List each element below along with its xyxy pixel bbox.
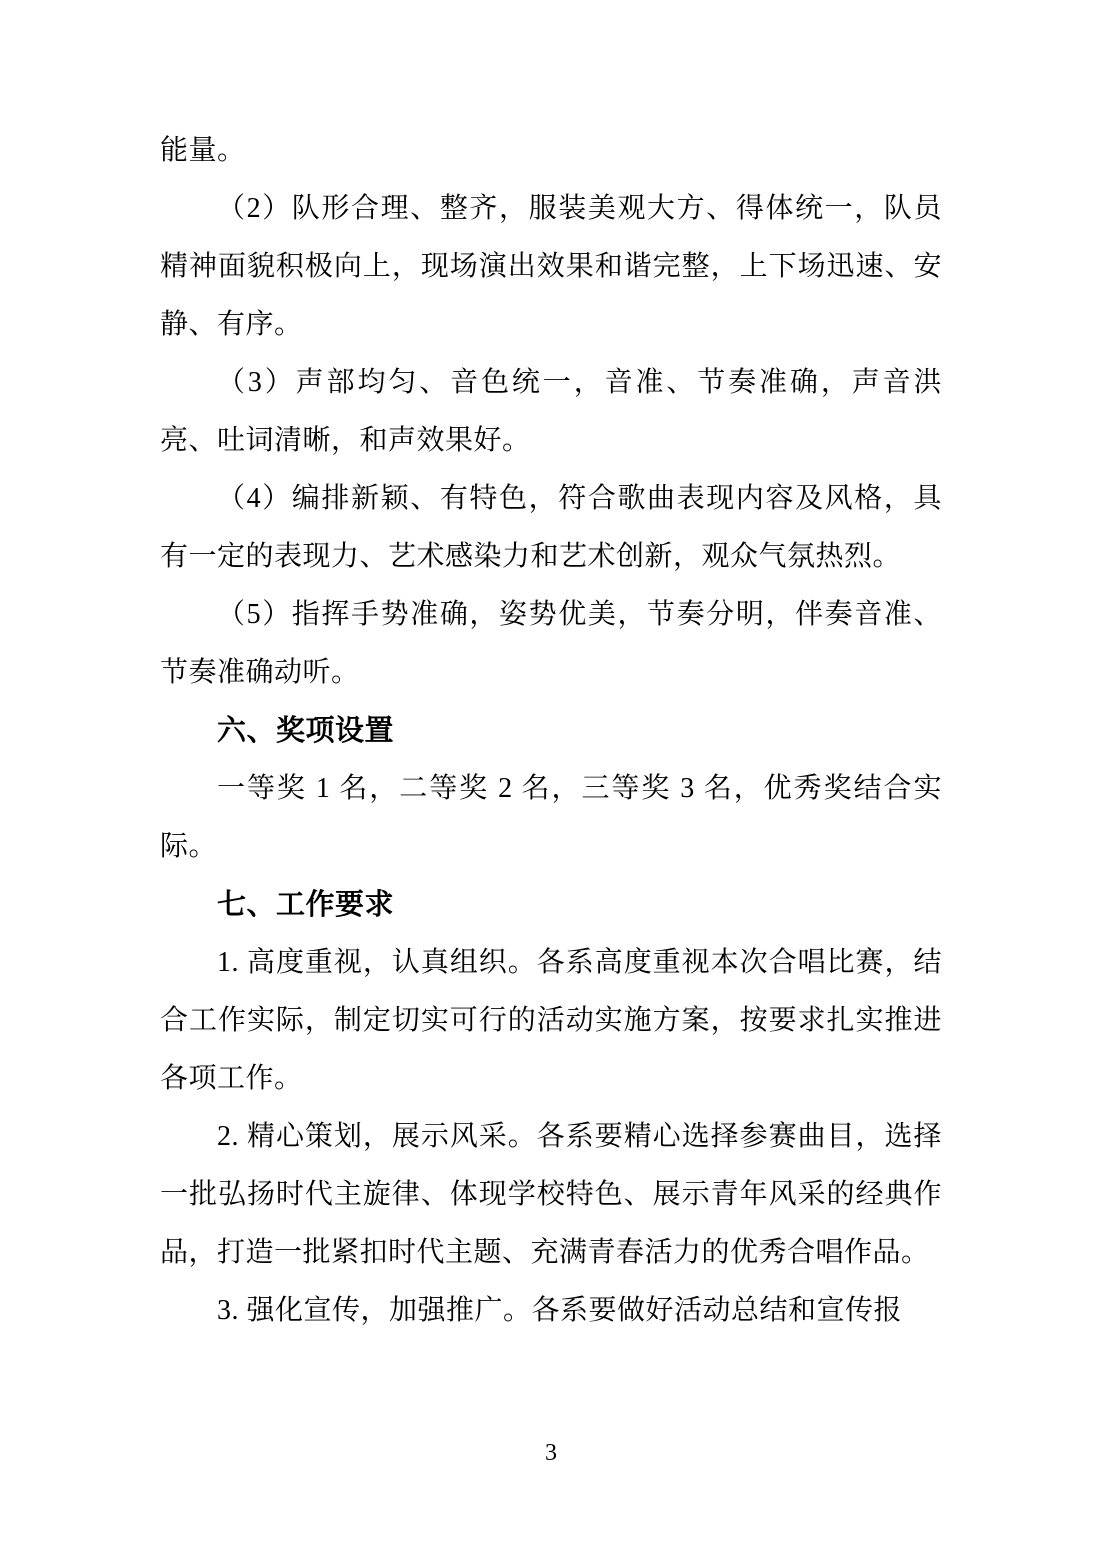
page-number: 3 [545,1440,557,1466]
paragraph: 3. 强化宣传，加强推广。各系要做好活动总结和宣传报 [217,1295,903,1326]
paragraph: （5）指挥手势准确，姿势优美，节奏分明，伴奏音准、节奏准确动听。 [160,599,942,688]
paragraph: （3）声部均匀、音色统一，音准、节奏准确，声音洪亮、吐词清晰，和声效果好。 [160,367,942,456]
paragraph: 一等奖 1 名，二等奖 2 名，三等奖 3 名，优秀奖结合实际。 [160,773,942,862]
page-footer [0,1438,1102,1468]
paragraph: 1. 高度重视，认真组织。各系高度重视本次合唱比赛，结合工作实际，制定切实可行的活动实施方案，按要求扎实推进各项工作。 [160,947,942,1094]
paragraph: （2）队形合理、整齐，服装美观大方、得体统一，队员精神面貌积极向上，现场演出效果和谐完整，上下场迅速、安静、有序。 [160,193,942,340]
paragraph: 能量。 [160,135,246,166]
section-heading: 六、奖项设置 [217,715,395,747]
section-heading: 七、工作要求 [217,889,395,921]
paragraph: （4）编排新颖、有特色，符合歌曲表现内容及风格，具有一定的表现力、艺术感染力和艺术创新，观众气氛热烈。 [160,483,942,572]
document-body [160,122,942,1340]
paragraph: 2. 精心策划，展示风采。各系要精心选择参赛曲目，选择一批弘扬时代主旋律、体现学校特色、展示青年风采的经典作品，打造一批紧扣时代主题、充满青春活力的优秀合唱作品。 [160,1121,942,1268]
